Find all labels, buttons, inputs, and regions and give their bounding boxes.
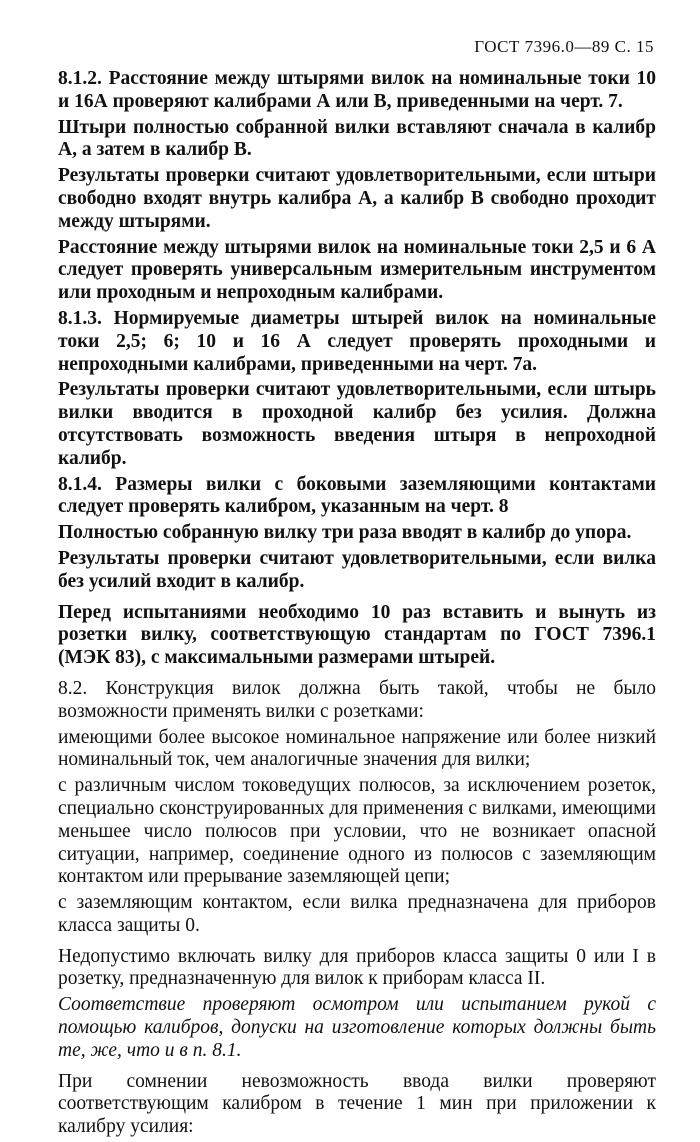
paragraph: Полностью собранную вилку три раза вводят в калибр до упора. <box>58 522 632 544</box>
paragraph: Результаты проверки считают удовлетворительными, если штыри свободно входят внутрь калибра А, а калибр В свободно проходит между штырями. <box>58 165 656 232</box>
paragraph-8-1-2: 8.1.2. Расстояние между штырями вилок на номинальные токи 10 и 16А проверяют калибрами А или В, приведенными на черт. 7. <box>58 68 656 112</box>
paragraph: Недопустимо включать вилку для приборов класса защиты 0 или I в розетку, предназначенную для вилок к приборам класса II. <box>58 945 656 990</box>
document-body <box>58 68 656 1142</box>
paragraph: Расстояние между штырями вилок на номинальные токи 2,5 и 6 А следует проверять универсальным измерительным инструментом или проходным и непроходным калибрами. <box>58 236 656 304</box>
list-item: имеющими более высокое номинальное напряжение или более низкий номинальный ток, чем аналогичные значения для вилки; <box>58 726 656 771</box>
paragraph: Перед испытаниями необходимо 10 раз вставить и вынуть из розетки вилку, соответствующую стандартам по ГОСТ 7396.1 (МЭК 83), с максимальными размерами штырей. <box>58 601 656 669</box>
paragraph-8-2: 8.2. Конструкция вилок должна быть такой, чтобы не было возможности применять вилки с розетками: <box>58 677 656 722</box>
list-item: с заземляющим контактом, если вилка предназначена для приборов класса защиты 0. <box>58 892 656 936</box>
page-header: ГОСТ 7396.0—89 С. 15 <box>474 37 654 56</box>
compliance-note: Соответствие проверяют осмотром или испытанием рукой с помощью калибров, допуски на изготовление которых должны быть те, же, что и в п. 8.1. <box>58 994 656 1061</box>
paragraph: При сомнении невозможность ввода вилки проверяют соответствующим калибром в течение 1 мин при приложении к калибру усилия: <box>58 1070 656 1138</box>
paragraph: Штыри полностью собранной вилки вставляют сначала в калибр А, а затем в калибр В. <box>58 116 656 161</box>
paragraph: Результаты проверки считают удовлетворительными, если вилка без усилий входит в калибр. <box>58 547 656 592</box>
paragraph: Результаты проверки считают удовлетворительными, если штырь вилки вводится в проходной калибр без усилия. Должна отсутствовать возможность введения штыря в непроходной калибр. <box>58 379 656 469</box>
paragraph-8-1-3: 8.1.3. Нормируемые диаметры штырей вилок на номинальные токи 2,5; 6; 10 и 16 А следует проверять проходными и непроходными калибрами, приведенными на черт. 7а. <box>58 307 656 375</box>
paragraph-8-1-4: 8.1.4. Размеры вилки с боковыми заземляющими контактами следует проверять калибром, указанным на черт. 8 <box>58 473 656 518</box>
list-item: с различным числом токоведущих полюсов, за исключением розеток, специально сконструированных для применения с вилками, имеющими меньшее число полюсов при условии, что не возникает опасной ситуации, например, соединение одного из полюсов с заземляющим контактом или прерывание заземляющей цепи; <box>58 775 656 888</box>
